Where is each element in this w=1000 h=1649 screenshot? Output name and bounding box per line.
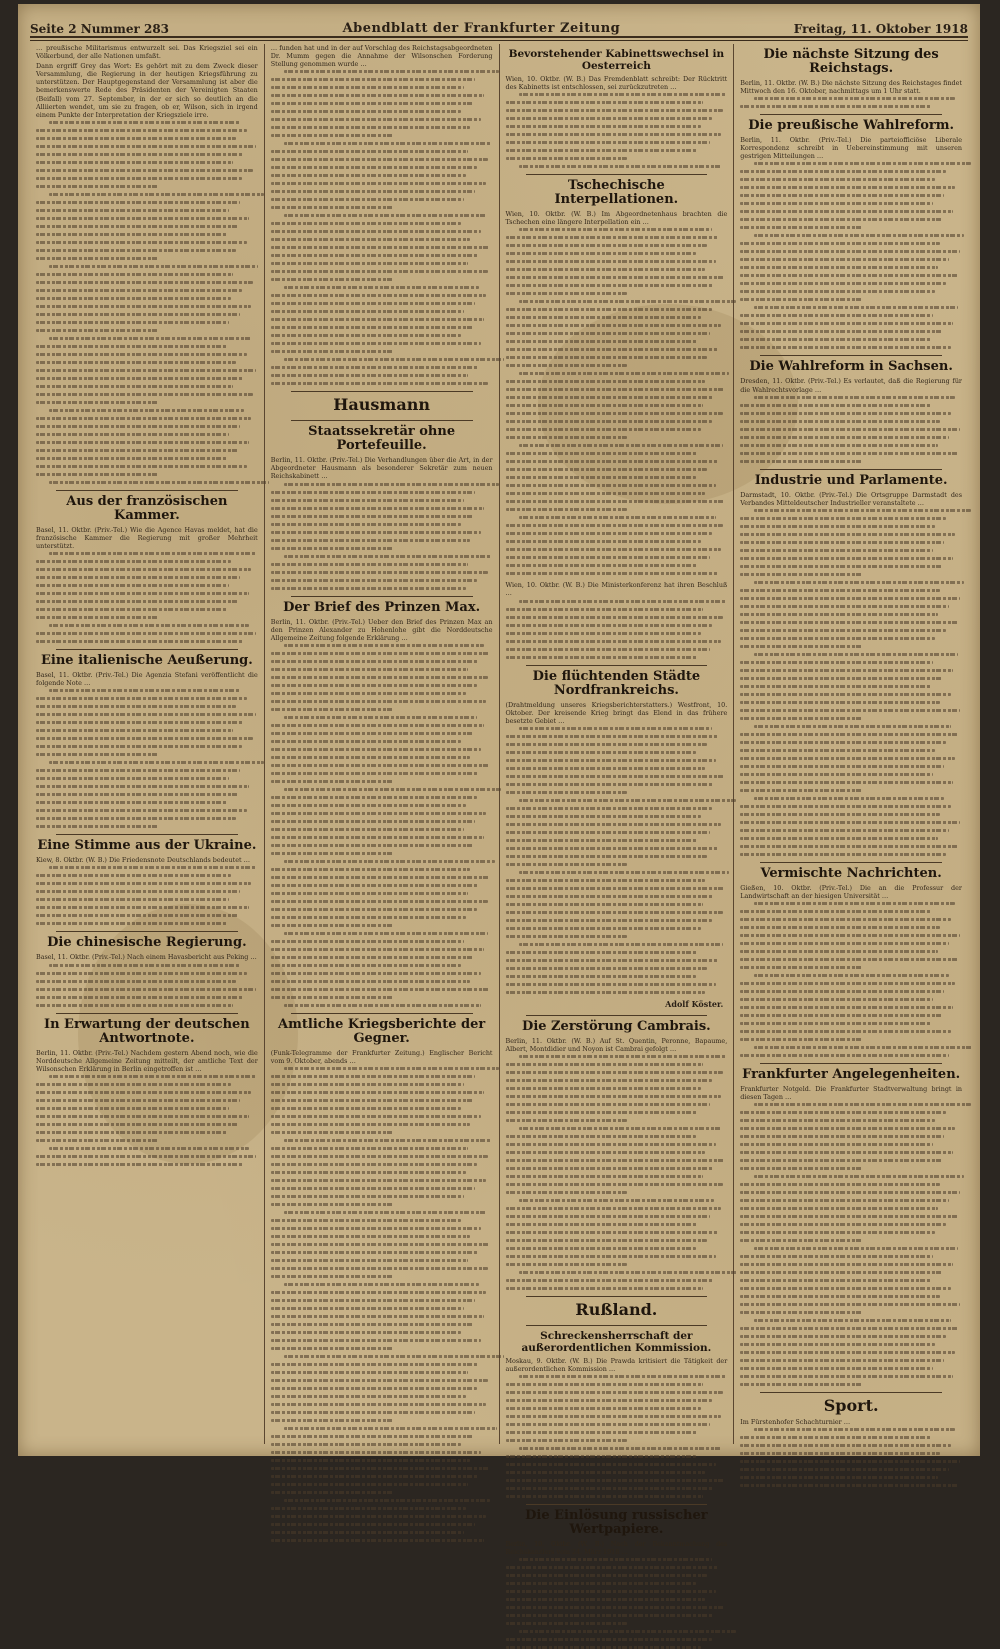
headline: Bevorstehender Kabinettswechsel in Oesterreich (508, 48, 725, 72)
article (271, 44, 493, 385)
body-text: Kiew, 8. Oktbr. (W. B.) Die Friedensnote Deutschlands bedeutet … (36, 856, 250, 865)
headline: Die preußische Wahlreform. (748, 118, 954, 134)
article-separator (56, 931, 238, 932)
headline: Die Einlösung russischer Wertpapiere. (525, 1508, 708, 1538)
article-separator (526, 1325, 708, 1326)
article (506, 1325, 728, 1498)
headline: Hausmann (333, 395, 430, 415)
headline: In Erwartung der deutschen Antwortnote. (43, 1016, 250, 1046)
article (271, 1013, 493, 1542)
article-separator (56, 649, 238, 650)
article-separator (56, 1013, 238, 1014)
article-separator (291, 596, 473, 597)
article-separator (526, 174, 708, 175)
headline: Amtliche Kriegsberichte der Gegner. (278, 1016, 486, 1046)
body-text: Wien, 10. Oktbr. (W. B.) Im Abgeordnetenhaus brachten die Tschechen eine längere Interpellation ein … (505, 210, 728, 227)
headline: Eine italienische Aeußerung. (40, 653, 253, 669)
body-text: Moskau, 9. Oktbr. (W. B.) Die Prawda kritisiert die Tätigkeit der außerordentlichen Kommission … (505, 1357, 728, 1374)
text-lines (36, 121, 258, 484)
article (506, 48, 728, 168)
headline: Tschechische Interpellationen. (554, 178, 679, 208)
headline: Die Zerstörung Cambrais. (522, 1018, 711, 1034)
article (740, 862, 962, 1057)
text-lines (740, 396, 962, 463)
body-text: Berlin, 11. Oktbr. (W. B.) Die nächste Sitzung des Reichstages findet Mittwoch den 16. Oktober, nachmittags um 1 Uhr statt. (740, 79, 962, 96)
article-separator (291, 420, 473, 421)
headline: Industrie und Parlamente. (754, 472, 948, 488)
article (740, 469, 962, 856)
headline: Aus der französischen Kammer. (66, 493, 228, 523)
article-separator (56, 834, 238, 835)
columns (30, 44, 968, 1557)
headline: Rußland. (575, 1300, 658, 1320)
article-separator (760, 1392, 942, 1393)
body-text: … funden hat und in der auf Vorschlag des Reichstagsabgeordneten Dr. Mumm gegen die Annahme der Wilsonschen Forderung Stellung genommen wurde … (270, 44, 493, 69)
body-text: Im Fürstenhofer Schachturnier … (740, 1418, 851, 1427)
article (506, 1504, 728, 1649)
text-lines (740, 162, 962, 349)
text-lines (271, 1067, 493, 1542)
body-text: Berlin, 11. Oktbr. (Priv.-Tel.) Die Verhandlungen über die Art, in der Abgeordneter Hausmann als besonderer Sekretär zum neuen Reichskabinett … (270, 456, 493, 481)
article-separator (56, 490, 238, 491)
text-lines (36, 552, 258, 643)
headline: Staatssekretär ohne Portefeuille. (308, 424, 456, 454)
headline: Schreckensherrschaft der außerordentlichen Kommission. (521, 1330, 712, 1355)
article-separator (526, 1504, 708, 1505)
author-signature: Adolf Köster. (665, 998, 724, 1009)
text-lines (271, 483, 493, 590)
article (740, 1063, 962, 1386)
article-separator (291, 1013, 473, 1014)
article-separator (760, 355, 942, 356)
article-separator (760, 862, 942, 863)
column-4 (734, 44, 968, 1444)
article (506, 1296, 728, 1319)
article (506, 174, 728, 575)
body-text: Frankfurter Notgeld. Die Frankfurter Stadtverwaltung bringt in diesen Tagen … (740, 1085, 962, 1102)
newspaper-title: Abendblatt der Frankfurter Zeitung (342, 21, 621, 36)
article (740, 114, 962, 349)
article (36, 490, 258, 643)
text-lines (36, 866, 258, 925)
article (36, 649, 258, 828)
headline: Die Wahlreform in Sachsen. (749, 359, 953, 375)
headline: Eine Stimme aus der Ukraine. (37, 838, 257, 854)
text-lines (506, 727, 728, 994)
article-separator (526, 1015, 708, 1016)
body-text: (Funk-Telegramme der Frankfurter Zeitung.) Englischer Bericht vom 9. Oktober, abends … (270, 1048, 493, 1065)
article-separator (760, 114, 942, 115)
article (36, 931, 258, 1006)
article (271, 596, 493, 1007)
body-text: … preußische Militarismus entwurzelt sei. Das Kriegsziel sei ein Völkerbund, der alle Nationen umfaßt. (36, 44, 258, 61)
body-text: Wien, 10. Oktbr. (W. B.) Das Fremdenblatt schreibt: Der Rücktritt des Kabinetts ist entschlossen, sei zurückzutreten … (505, 75, 728, 92)
text-lines (740, 1428, 962, 1487)
text-lines (740, 1103, 962, 1386)
article-separator (760, 469, 942, 470)
text-lines (36, 1075, 258, 1166)
text-lines (506, 1055, 728, 1290)
body-text: Basel, 11. Oktbr. (Priv.-Tel.) Nach einem Havasbericht aus Peking … (36, 953, 257, 962)
article (36, 834, 258, 925)
article-separator (526, 1296, 708, 1297)
masthead (30, 12, 968, 38)
headline: Frankfurter Angelegenheiten. (742, 1067, 961, 1083)
text-lines (506, 1558, 728, 1649)
article (36, 1013, 258, 1166)
article (740, 48, 962, 108)
article (740, 355, 962, 462)
article-separator (526, 665, 708, 666)
headline: Die flüchtenden Städte Nordfrankreichs. (532, 668, 701, 698)
text-lines (271, 644, 493, 1007)
body-text: Berlin, 11. Oktbr. (W. B.) Auf St. Quentin, Peronne, Bapaume, Albert, Montdidier und Noyon ist Cambrai gefolgt … (505, 1036, 728, 1053)
body-text: Wien, 10. Oktbr. (W. B.) Die Ministerkonferenz hat ihren Beschluß … (505, 581, 728, 598)
newspaper-page (18, 4, 980, 1557)
text-lines (36, 964, 258, 1007)
text-lines (506, 600, 728, 659)
headline: Vermischte Nachrichten. (760, 865, 942, 881)
headline: Sport. (823, 1396, 879, 1416)
article-separator (760, 1063, 942, 1064)
text-lines (506, 93, 728, 168)
body-text: Dann ergriff Grey das Wort: Es gehört mit zu dem Zweck dieser Versammlung, die Regierung in der heutigen Kriegsführung zu unterstützen. Der Hauptgegenstand der Versammlung ist aber die bemerkenswerte Rede des Präsidenten der Vereinigten Staaten (Beifall) vom 27. September, in der er sich so deutlich an die Alliierten wendet, um sie zu fragen, ob er, Wilson, sich in irgend einem Punkte der Interpretation der Kriegsziele irre. (36, 62, 258, 119)
page-number: Seite 2 Nummer 283 (30, 22, 170, 36)
body-text: Basel, 11. Oktbr. (Priv.-Tel.) Die Agenzia Stefani veröffentlicht die folgende Note … (36, 671, 258, 688)
text-lines (740, 902, 962, 1057)
article (506, 665, 728, 1009)
text-lines (740, 509, 962, 856)
article (271, 391, 493, 414)
body-text: Darmstadt, 10. Oktbr. (Priv.-Tel.) Die Ortsgruppe Darmstadt des Verbandes Mitteldeutscher Industrieller veranstaltete … (740, 490, 962, 507)
article (271, 420, 493, 589)
issue-date: Freitag, 11. Oktober 1918 (793, 22, 968, 36)
article-separator (291, 391, 473, 392)
text-lines (506, 228, 728, 575)
body-text: Basel, 11. Oktbr. (Priv.-Tel.) Wie die Agence Havas meldet, hat die französische Kammer die Regierung mit großer Mehrheit unterstützt. (36, 525, 258, 551)
text-lines (506, 1375, 728, 1498)
body-text: (Drahtmeldung unseres Kriegsberichterstatters.) Westfront, 10. Oktober. Der kreisende Krieg bringt das Elend in das frühere besetzte Gebiet … (505, 700, 728, 725)
body-text: Berlin, 11. Oktbr. (Priv.-Tel.) Ueber den Brief des Prinzen Max an den Prinzen Alexander zu Hohenlohe gibt die Norddeutsche Allgemeine Zeitung folgende Erklärung … (270, 617, 493, 642)
article (36, 44, 258, 484)
column-2 (265, 44, 500, 1444)
article (506, 1015, 728, 1290)
text-lines (740, 97, 962, 108)
column-1 (30, 44, 265, 1444)
body-text: Berlin, 10. Oktbr. (W. B.) Nach der Bekanntmachung des Reichskanzlers vom 24. März 1918 … (505, 1540, 728, 1557)
headline: Der Brief des Prinzen Max. (283, 599, 481, 615)
body-text: Dresden, 11. Oktbr. (Priv.-Tel.) Es verlautet, daß die Regierung für die Wahlrechtsvorlage … (740, 377, 962, 394)
body-text: Berlin, 11. Oktbr. (Priv.-Tel.) Die parteiofficiöse Liberale Korrespondenz schreibt in Uebereinstimmung mit unseren gestrigen Mitteilungen … (740, 136, 962, 161)
article (740, 1392, 962, 1487)
text-lines (36, 689, 258, 828)
article (506, 581, 728, 658)
body-text: Gießen, 10. Oktbr. (Priv.-Tel.) Die an die Professur der Landwirtschaft an der hiesigen Universität … (740, 883, 962, 900)
body-text: Berlin, 11. Oktbr. (Priv.-Tel.) Nachdem gestern Abend noch, wie die Norddeutsche Allgemeine Zeitung mitteilt, der amtliche Text der Wilsonschen Erklärung in Berlin eingetroffen ist … (36, 1048, 258, 1073)
headline: Die chinesische Regierung. (47, 935, 247, 951)
headline: Die nächste Sitzung des Reichstags. (763, 47, 939, 76)
text-lines (271, 70, 493, 385)
masthead-rule (30, 40, 968, 41)
column-3 (500, 44, 735, 1557)
